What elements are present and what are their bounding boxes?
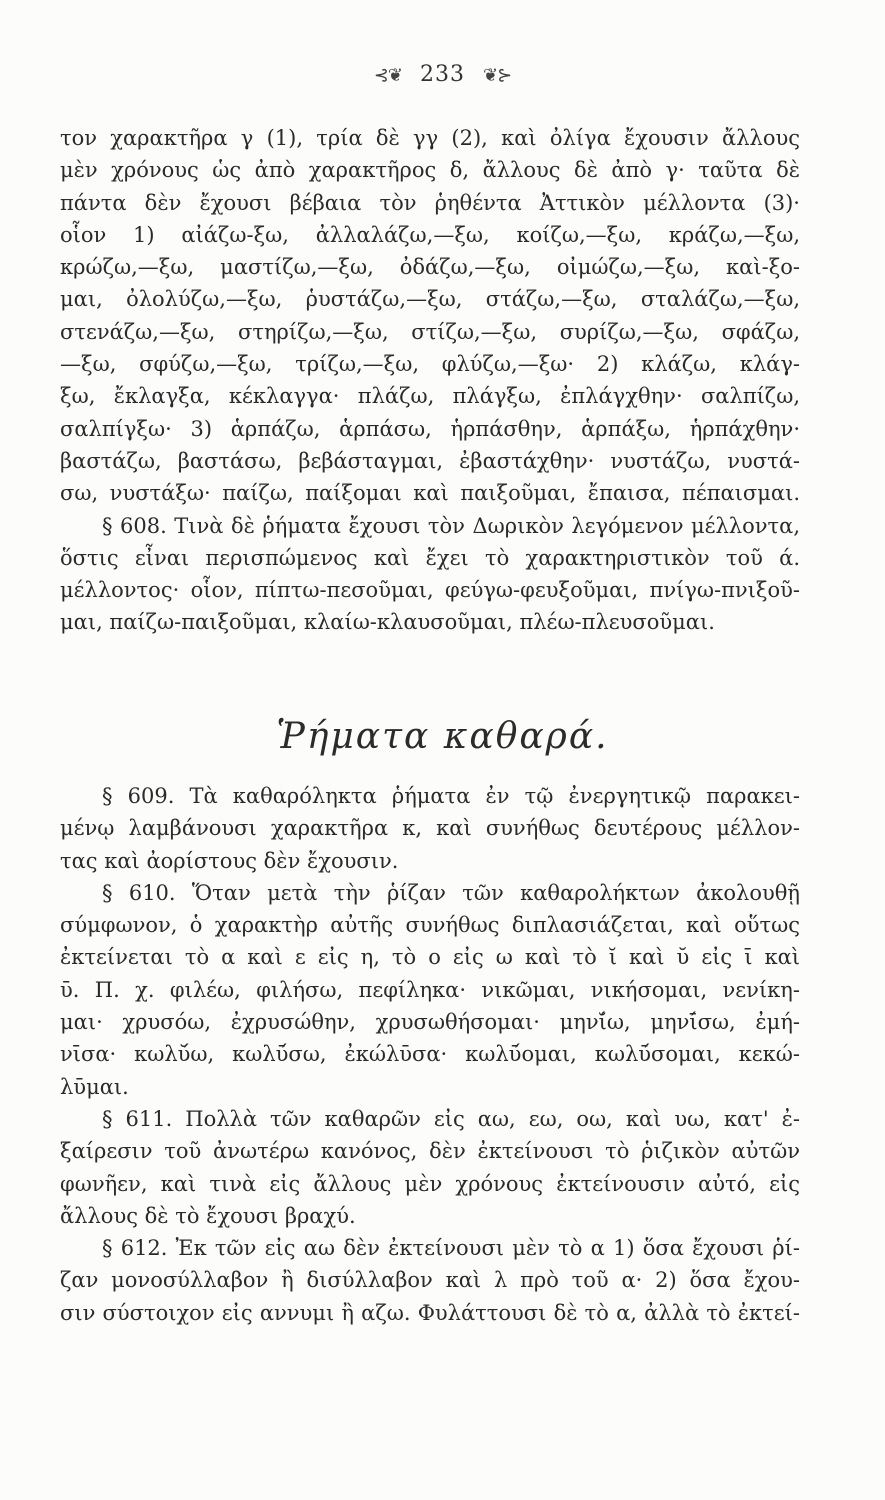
section-heading: Ῥήματα καθαρά.: [276, 716, 609, 757]
paragraph-609-start: § 609. Τὰ καθαρόληκτα ῥήματα ἐν τῷ ἐνεργητικῷ παρακει-: [102, 784, 800, 808]
text-line: σω, νυστάξω· παίζω, παίξομαι καὶ παιξοῦμαι, ἔπαισα, πέπαισμαι.: [60, 481, 800, 506]
text-line: σιν σύστοιχον εἰς αννυμι ἢ αζω. Φυλάττουσι δὲ τὸ α, ἀλλὰ τὸ ἐκτεί-: [60, 1300, 800, 1325]
text-line: μένῳ λαμβάνουσι χαρακτῆρα κ, καὶ συνήθως δευτέρους μέλλον-: [60, 816, 800, 841]
paragraph-610-start: § 610. Ὅταν μετὰ τὴν ῥίζαν τῶν καθαρολήκτων ἀκολουθῇ: [102, 880, 800, 905]
text-line: σύμφωνον, ὁ χαρακτὴρ αὐτῆς συνήθως διπλασιάζεται, καὶ οὕτως: [60, 913, 800, 938]
page-header: [0, 62, 885, 87]
paragraph-612-start: § 612. Ἐκ τῶν εἰς αω δὲν ἐκτείνουσι μὲν τὸ α 1) ὅσα ἔχουσι ῥί-: [102, 1236, 800, 1261]
text-line: μαι· χρυσόω, ἐχρυσώθην, χρυσωθήσομαι· μηνῐ́ω, μηνῑ́σω, ἐμή-: [60, 1010, 800, 1035]
text-line: μαι, παίζω-παιξοῦμαι, κλαίω-κλαυσοῦμαι, πλέω-πλευσοῦμαι.: [60, 610, 715, 635]
text-line: ξαίρεσιν τοῦ ἀνωτέρω κανόνος, δὲν ἐκτείνουσι τὸ ῥιζικὸν αὐτῶν: [60, 1139, 800, 1164]
text-line: οἷον 1) αἰάζω-ξω, ἀλλαλάζω,—ξω, κοίζω,—ξω, κράζω,—ξω,: [60, 222, 800, 247]
text-line: φωνῆεν, καὶ τινὰ εἰς ἄλλους μὲν χρόνους ἐκτείνουσιν αὐτό, εἰς: [60, 1171, 800, 1196]
ornament-left: ⊰❦: [373, 65, 402, 86]
text-line: μὲν χρόνους ὡς ἀπὸ χαρακτῆρος δ, ἄλλους δὲ ἀπὸ γ· ταῦτα δὲ: [60, 158, 800, 183]
text-line: μαι, ὀλολύζω,—ξω, ῥυστάζω,—ξω, στάζω,—ξω, σταλάζω,—ξω,: [60, 287, 800, 312]
text-line: ῡ. Π. χ. φιλέω, φιλήσω, πεφίληκα· νικῶμαι, νικήσομαι, νενίκη-: [60, 977, 800, 1002]
text-line: μέλλοντος· οἷον, πίπτω-πεσοῦμαι, φεύγω-φευξοῦμαι, πνίγω-πνιξοῦ-: [60, 578, 800, 603]
text-line: ἐκτείνεται τὸ α καὶ ε εἰς η, τὸ ο εἰς ω καὶ τὸ ῐ καὶ ῠ εἰς ῑ καὶ: [60, 945, 800, 970]
text-block-1: [60, 122, 800, 639]
text-line: ἄλλους δὲ τὸ ἔχουσι βραχύ.: [60, 1203, 356, 1228]
text-line: —ξω, σφύζω,—ξω, τρίζω,—ξω, φλύζω,—ξω· 2) κλάζω, κλάγ-: [60, 352, 800, 377]
ornament-right: ❦⊱: [483, 65, 512, 86]
page-number: 233: [420, 62, 465, 87]
text-line: λῡμαι.: [60, 1074, 129, 1099]
text-line: ξω, ἔκλαγξα, κέκλαγγα· πλάζω, πλάγξω, ἐπλάγχθην· σαλπίζω,: [60, 384, 800, 409]
paragraph-611-start: § 611. Πολλὰ τῶν καθαρῶν εἰς αω, εω, οω, καὶ υω, κατ' ἐ-: [102, 1106, 800, 1131]
text-block-2: [60, 780, 800, 1329]
text-line: στενάζω,—ξω, στηρίζω,—ξω, στίζω,—ξω, συρίζω,—ξω, σφάζω,: [60, 319, 800, 344]
paragraph-608-start: § 608. Τινὰ δὲ ῥήματα ἔχουσι τὸν Δωρικὸν λεγόμενον μέλλοντα,: [102, 513, 800, 538]
text-line: βαστάζω, βαστάσω, βεβάσταγμαι, ἐβαστάχθην· νυστάζω, νυστά-: [60, 448, 800, 473]
text-line: ζαν μονοσύλλαβον ἢ δισύλλαβον καὶ λ πρὸ τοῦ α· 2) ὅσα ἔχου-: [60, 1268, 800, 1293]
text-line: ὅστις εἶναι περισπώμενος καὶ ἔχει τὸ χαρακτηριστικὸν τοῦ ά.: [60, 545, 800, 570]
text-line: τον χαρακτῆρα γ (1), τρία δὲ γγ (2), καὶ ὀλίγα ἔχουσιν ἄλλους: [60, 126, 800, 150]
text-line: κρώζω,—ξω, μαστίζω,—ξω, ὀδάζω,—ξω, οἰμώζω,—ξω, καὶ-ξο-: [60, 255, 800, 280]
text-line: νῑσα· κωλῠ́ω, κωλῡ́σω, ἐκώλῡσα· κωλῡ́ομαι, κωλῡ́σομαι, κεκώ-: [60, 1042, 800, 1067]
text-line: τας καὶ ἀορίστους δὲν ἔχουσιν.: [60, 848, 399, 873]
text-line: σαλπίγξω· 3) ἁρπάζω, ἁρπάσω, ἡρπάσθην, ἁρπάξω, ἡρπάχθην·: [60, 416, 800, 441]
text-line: πάντα δὲν ἔχουσι βέβαια τὸν ῥηθέντα Ἀττικὸν μέλλοντα (3)·: [60, 190, 800, 215]
